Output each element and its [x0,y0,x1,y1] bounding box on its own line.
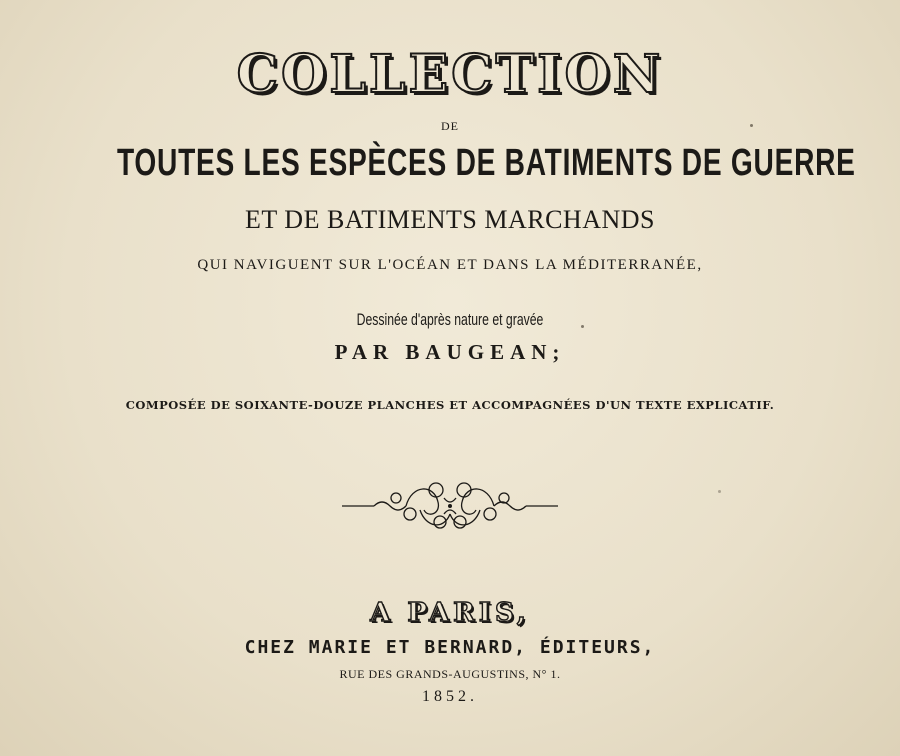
paper-speck [718,490,721,493]
title: COLLECTION [236,44,664,105]
publication-year: 1852. [422,688,478,705]
city: A PARIS, [370,598,530,628]
paper-speck [750,124,753,127]
connector-de: DE [441,119,459,133]
paper-speck [581,325,584,328]
address: RUE DES GRANDS-AUGUSTINS, N° 1. [339,667,561,681]
author: PAR BAUGEAN; [334,340,566,364]
composition-note: COMPOSÉE DE SOIXANTE-DOUZE PLANCHES ET ACCOMPAGNÉES D'UN TEXTE EXPLICATIF. [125,398,775,412]
drawn-by-note: Dessinée d'après nature et gravée [356,310,544,329]
publisher: CHEZ MARIE ET BERNARD, ÉDITEURS, [244,637,656,658]
decorative-scroll-ornament-icon [340,476,560,536]
subtitle: ET DE BATIMENTS MARCHANDS [245,205,655,234]
subtitle-navigation: QUI NAVIGUENT SUR L'OCÉAN ET DANS LA MÉDITERRANÉE, [197,257,703,273]
headline: TOUTES LES ESPÈCES DE BATIMENTS DE GUERRE [117,142,856,184]
